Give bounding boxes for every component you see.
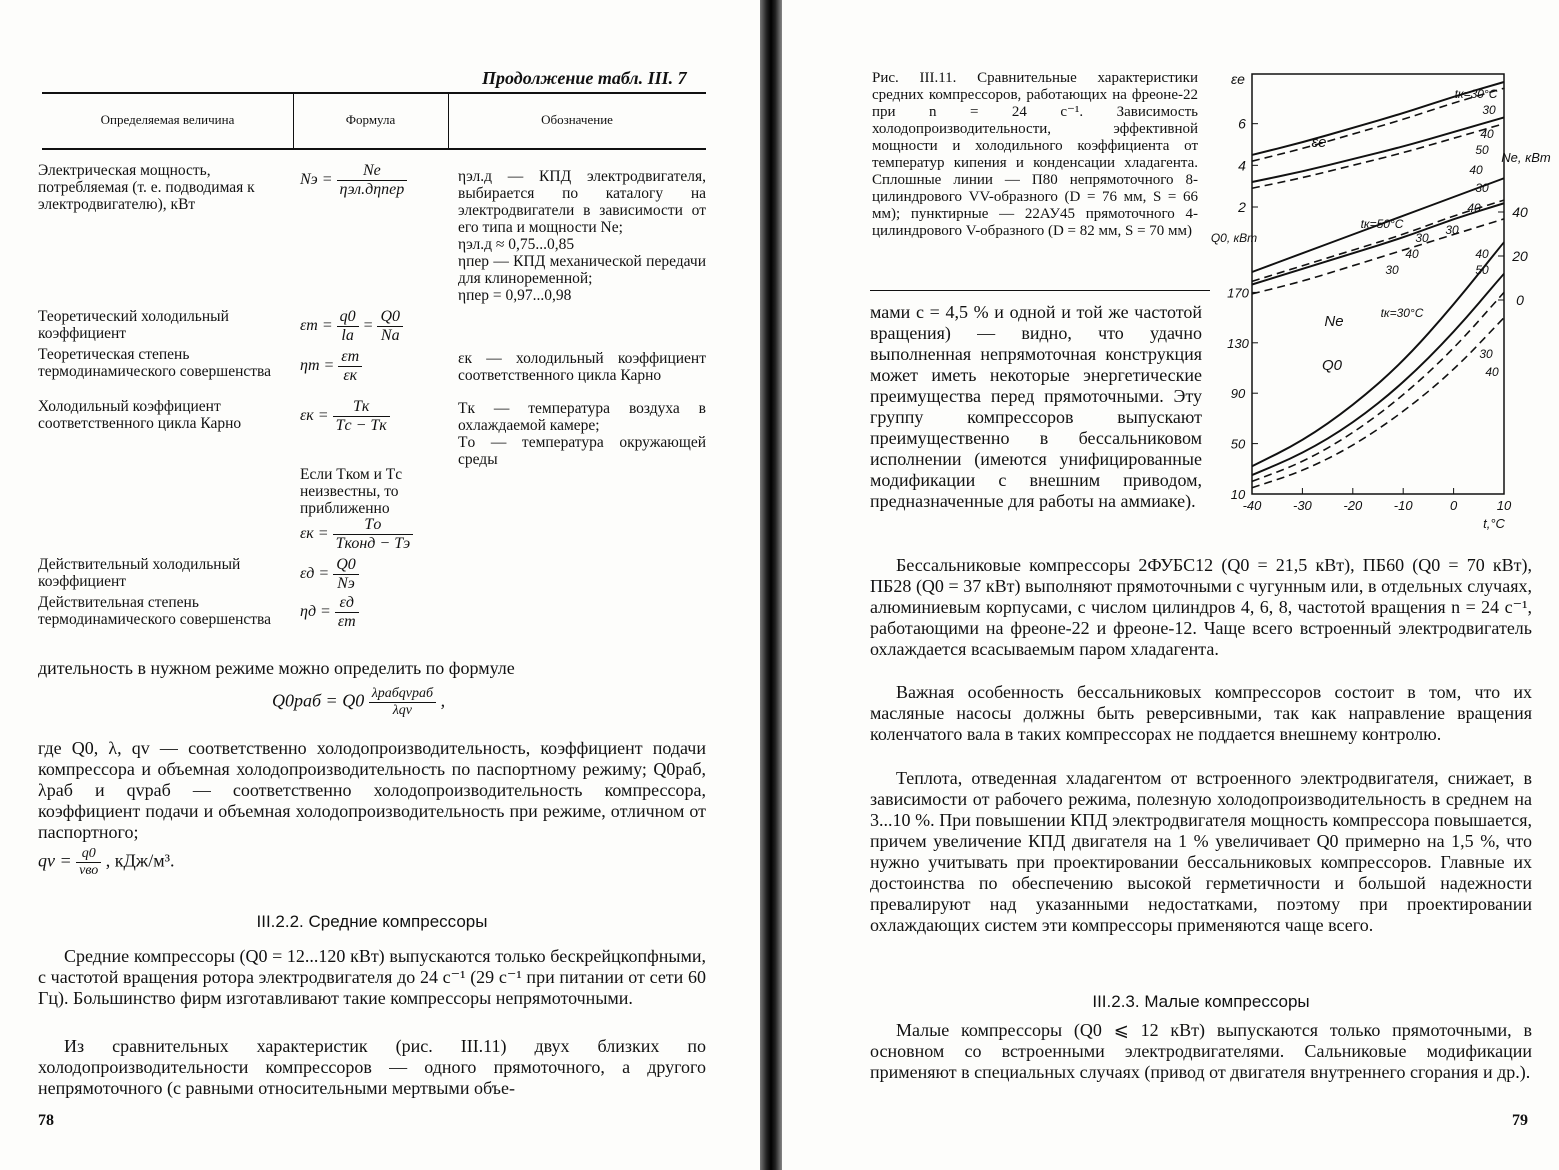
formula-carnot-coefficient: εк = $\frac{Tк}{Tс - Tк}$ <box>300 398 390 435</box>
figure-caption: Рис. III.11. Сравнительные характеристики средних компрессоров, работающих на фреоне-22 при n = 24 с⁻¹. Зависимость холодопроизводительности, эффективной мощности и холодильного коэффициента от температур кипения и конденсации хладагента. Сплошные линии — П80 непрямоточного 8-цилиндрового VV-образного (D = 76 мм, S = 66 мм); пунктирные — 22АУ45 прямоточного 4-цилиндрового V-образного (D = 82 мм, S = 70 мм) <box>872 70 1198 239</box>
row-name-theoretical-degree: Теоретическая степень термодинамического совершенства <box>38 346 272 380</box>
formula-carnot-approx: εк = $\frac{Tо}{\text{Tконд − Tэ}}$ <box>300 516 413 553</box>
paragraph-medium-compressors: Средние компрессоры (Q0 = 12...120 кВт) выпускаются только бескрейцкопфными, с частотой вращения ротора электродвигателя до 24 с⁻¹ (29 с⁻¹ при питании от сети 60 Гц). Большинство фирм изготавливают такие компрессоры непрямоточными. <box>38 946 706 1008</box>
q0-axis-label: Q0, кВт <box>1210 231 1258 245</box>
notes-electric-power: ηэл.д — КПД электродвигателя, выбирается по каталогу на электродвигатели в зависимости от его типа и мощности Ne; ηэл.д ≈ 0,75...0,85 ηпер — КПД механической передачи для клиноременной; ηпер = 0,97...0,98 <box>458 168 706 304</box>
curve-label-q0-series: 40 <box>1475 247 1489 261</box>
table-header-notation: Обозначение <box>541 112 613 127</box>
curve-label-ne: 30 <box>1445 223 1459 237</box>
row-name-actual-coefficient: Действительный холодильный коэффициент <box>38 556 241 590</box>
x-tick-label: -30 <box>1293 498 1312 513</box>
left-page <box>0 0 760 1170</box>
formula-actual-degree: ηд = $\frac{\varepsilon д}{\varepsilon т}$ <box>300 594 359 631</box>
row-name-theoretical-coefficient: Теоретический холодильный коэффициент <box>38 308 229 342</box>
page-number-left: 78 <box>38 1112 54 1129</box>
q0-tick-label: 90 <box>1230 386 1246 402</box>
eps-tick-label: 4 <box>1238 157 1246 174</box>
curve-label-q0-series: 50 <box>1475 263 1489 277</box>
paragraph-formula-explanation: где Q0, λ, qv — соответственно холодопроизводительность, коэффициент подачи компрессора и объемная холодопроизводительность по паспортному режиму; Q0раб, λраб и qvраб — соответственно холодопроизводительность компрессора, коэффициент подачи и объемная холодопроизводительность при режиме, отличном от паспортного; <box>38 738 706 842</box>
eps-tick-label: 6 <box>1238 115 1246 132</box>
paragraph-heat: Теплота, отведенная хладагентом от встроенного электродвигателя, снижает, в зависимости от рабочего режима, полезную холодопроизводительность в среднем на 3...10 %. При повышении КПД электродвигателя мощность компрессора повышается, причем увеличение КПД двигателя на 1 % увеличивает Q0 примерно на 1,5 %, что нужно учитывать при проектировании бессальниковых компрессоров. Главные их достоинства по обеспечению высокой герметичности и большой надежности превалируют над указанными недостатками, поэтому при проектировании охлаждающих систем эти компрессоры применяются чаще всего. <box>870 768 1532 935</box>
table-header-formula: Формула <box>345 112 396 127</box>
q0-tick-label: 10 <box>1230 487 1246 502</box>
curve-label-ne: 30 <box>1385 263 1399 277</box>
q0-tick-label: 170 <box>1227 285 1249 301</box>
eps-axis-label: εe <box>1231 71 1245 87</box>
x-tick-label: 0 <box>1449 498 1458 513</box>
x-tick-label: -20 <box>1343 498 1363 513</box>
curve-label-mid: tк=50°C <box>1360 217 1404 231</box>
paragraph-formula-intro: дительность в нужном режиме можно определить по формуле <box>38 658 515 678</box>
annotation-ne: Ne <box>1324 313 1344 330</box>
ne-tick-label: 20 <box>1512 248 1528 264</box>
paragraph-glandless: Бессальниковые компрессоры 2ФУБС12 (Q0 = 21,5 кВт), ПБ60 (Q0 = 70 кВт), ПБ28 (Q0 = 37 кВт) выполняют прямоточными с чугунным или, в отдельных случаях, алюминиевым корпусами, с числом цилиндров 4, 6, 8, частотой вращения n = 24 с⁻¹, работающими на фреоне-22 и фреоне-12. Чаще всего встроенный электродвигатель охлаждается всасываемым паром хладагента. <box>870 555 1532 659</box>
q0-tick-label: 130 <box>1227 335 1249 351</box>
paragraph-oil-pumps: Важная особенность бессальниковых компрессоров состоит в том, что их масляные насосы должны быть реверсивными, так как направление вращения коленчатого вала в таких компрессорах не поддается внешнему контролю. <box>870 682 1532 744</box>
page-number-right: 79 <box>1512 1112 1528 1129</box>
series-line-q0 <box>1252 242 1504 466</box>
curve-label-ne: 30 <box>1415 231 1429 245</box>
curve-label-eps: 30 <box>1482 103 1496 117</box>
curve-label-q0-series: 30 <box>1479 347 1493 361</box>
curve-label-ne: 30 <box>1475 181 1489 195</box>
row-name-actual-degree: Действительная степень термодинамического совершенства <box>38 594 272 628</box>
table-header-quantity: Определяемая величина <box>100 112 235 127</box>
x-tick-label: 10 <box>1496 498 1512 513</box>
table-continuation-label: Продолжение табл. III. 7 <box>482 68 687 88</box>
series-line-q0 <box>1252 292 1504 481</box>
paragraph-continued: мами c = 4,5 % и одной и той же частотой вращения) — видно, что удачно выполненная непрямоточная конструкция может иметь некоторые энергетические преимущества перед прямоточными. Эту группу компрессоров выпускают преимущественно в бессальниковом исполнении (имеются унифицированные модификации с внешним приводом, предназначенные для работы на аммиаке). <box>870 302 1202 511</box>
ne-tick-label: 40 <box>1512 204 1528 220</box>
ne-axis-label: Ne, кВт <box>1501 150 1551 165</box>
characteristics-chart <box>1210 62 1551 532</box>
curve-label-eps: 40 <box>1480 127 1494 141</box>
formula-actual-coefficient: εд = $\frac{Q0}{Nэ}$ <box>300 556 359 593</box>
formula-electric-power: Nэ = $\frac{Ne}{\text{ηэл.дηпер}}$ <box>300 162 407 199</box>
formula-theoretical-coefficient: εт = $\frac{q0}{lа}$ = $\frac{Q0}{Nа}$ <box>300 308 403 345</box>
right-page <box>782 0 1559 1170</box>
curve-label-ne: 40 <box>1469 163 1483 177</box>
series-line-ne <box>1252 200 1504 281</box>
section-title-small-compressors: III.2.3. Малые компрессоры <box>1092 992 1310 1011</box>
curve-label-ne: 40 <box>1467 201 1481 215</box>
paragraph-comparison: Из сравнительных характеристик (рис. III.11) двух близких по холодопроизводительности компрессоров — одного прямоточного, а другого непрямоточного (с равными относительными мертвыми объе- <box>38 1036 706 1098</box>
curve-label-eps: tк=30°C <box>1454 87 1498 101</box>
series-line-eps <box>1252 124 1504 189</box>
annotation-q0: Q0 <box>1321 357 1343 374</box>
x-tick-label: -10 <box>1393 498 1413 513</box>
curve-label-eps: 50 <box>1475 143 1489 157</box>
curve-label-q0: tк=30°C <box>1380 306 1424 320</box>
qv-formula: qv = $\frac{q0}{\text{vво}}$ , кДж/м³. <box>38 846 175 878</box>
notes-theoretical-degree: εк — холодильный коэффициент соответственного цикла Карно <box>458 350 706 384</box>
formula-theoretical-degree: ηт = $\frac{\varepsilon т}{\varepsilon к}$ <box>300 348 362 385</box>
annotation-eps: εe <box>1311 134 1327 151</box>
q0-tick-label: 50 <box>1230 436 1246 452</box>
row-name-electric-power: Электрическая мощность, потребляемая (т. е. подводимая к электродвигателю), кВт <box>38 162 255 213</box>
paragraph-small-compressors: Малые компрессоры (Q0 ⩽ 12 кВт) выпускаются только прямоточными, в основном со встроенными электродвигателями. Сальниковые модификации применяют в специальных случаях (привод от двигателя внутреннего сгорания и др.). <box>870 1020 1532 1082</box>
curve-label-ne: 40 <box>1405 247 1419 261</box>
series-line-ne <box>1252 203 1504 284</box>
ne-tick-label: 0 <box>1516 292 1524 308</box>
main-formula: Q0раб = Q0 $\frac{\text{λрабqvраб}}{\text{λqv}}$ , <box>272 686 446 718</box>
notes-carnot-coefficient: Tк — температура воздуха в охлаждаемой камере; Tо — температура окружающей среды <box>458 400 706 468</box>
x-axis-label: t,°C <box>1483 516 1505 531</box>
section-title-medium-compressors: III.2.2. Средние компрессоры <box>256 912 488 931</box>
row-name-carnot-coefficient: Холодильный коэффициент соответственного цикла Карно <box>38 398 242 432</box>
series-line-q0 <box>1252 274 1504 476</box>
eps-tick-label: 2 <box>1238 199 1246 215</box>
approximation-note: Если Tком и Tс неизвестны, то приближенно <box>300 466 403 517</box>
curve-label-q0-series: 40 <box>1485 365 1499 379</box>
x-tick-label: -40 <box>1242 498 1262 513</box>
book-spine <box>760 0 782 1170</box>
